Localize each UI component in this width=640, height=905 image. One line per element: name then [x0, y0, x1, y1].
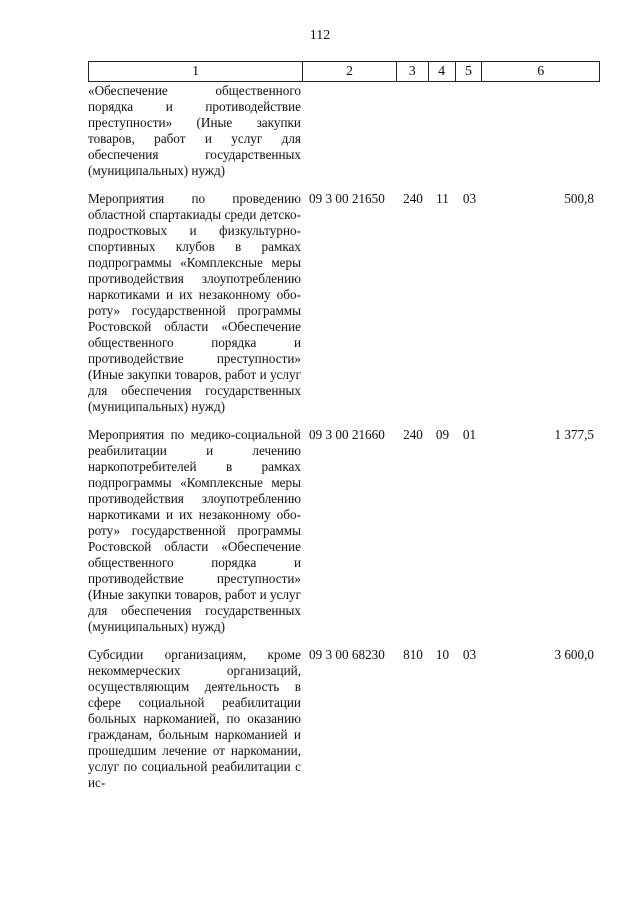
- row-amount: 3 600,0: [554, 647, 594, 662]
- header-cell-2: 2: [303, 62, 397, 81]
- table-row: [88, 191, 600, 415]
- row-subsection: 03: [462, 647, 477, 662]
- header-cell-3: 3: [397, 62, 429, 81]
- row-description: Мероприятия по проведению областной спартакиады среди детско-подростковых и физкультурно-спортивных клубов в рамках подпрограммы «Комплексные меры противодействия злоупотреблению наркотиками и их незаконному обороту» государственной программы Ростовской области «Обеспечение общественного порядка и противодействие преступности» (Иные закупки товаров, работ и услуг для обеспечения государственных (муниципальных) нужд): [88, 191, 301, 414]
- row-amount: 1 377,5: [554, 427, 594, 442]
- row-target-code: 09 3 00 21650: [309, 191, 385, 206]
- budget-table: [88, 61, 600, 803]
- row-description: Мероприятия по медико-социальной реабилитации и лечению наркопотребителей в рамках подпрограммы «Комплексные меры противодействия злоупотреблению наркотиками и их незаконному обороту» государственной программы Ростовской области «Обеспечение общественного порядка и противодействие преступности» (Иные закупки товаров, работ и услуг для обеспечения государственных (муниципальных) нужд): [88, 427, 301, 634]
- row-expense-type: 240: [403, 191, 423, 206]
- header-cell-5: 5: [456, 62, 483, 81]
- row-expense-type: 240: [403, 427, 423, 442]
- table-row: [88, 647, 600, 791]
- row-subsection: 01: [462, 427, 477, 442]
- table-row: [88, 83, 600, 179]
- row-target-code: 09 3 00 21660: [309, 427, 385, 442]
- row-section: 10: [435, 647, 450, 662]
- row-description: «Обеспечение общественного порядка и противодействие преступности» (Иные закупки товаров, работ и услуг для обеспечения государственных (муниципальных) нужд): [88, 83, 301, 178]
- table-row: [88, 427, 600, 635]
- row-target-code: 09 3 00 68230: [309, 647, 385, 662]
- row-description: Субсидии организациям, кроме некоммерческих организаций, осуществляющим деятельность в сфере социальной реабилитации больных наркоманией, по оказанию гражданам, больным наркоманией и прошедшим лечение от наркомании, услуг по социальной реабилитации с ис-: [88, 647, 301, 790]
- row-expense-type: 810: [403, 647, 423, 662]
- row-amount: 500,8: [564, 191, 594, 206]
- page-number: 112: [309, 28, 331, 43]
- row-subsection: 03: [462, 191, 477, 206]
- header-cell-4: 4: [429, 62, 456, 81]
- header-cell-6: 6: [537, 63, 545, 79]
- table-header: [88, 61, 600, 82]
- row-section: 09: [435, 427, 450, 442]
- header-cell-1: 1: [89, 62, 303, 81]
- row-section: 11: [436, 191, 449, 206]
